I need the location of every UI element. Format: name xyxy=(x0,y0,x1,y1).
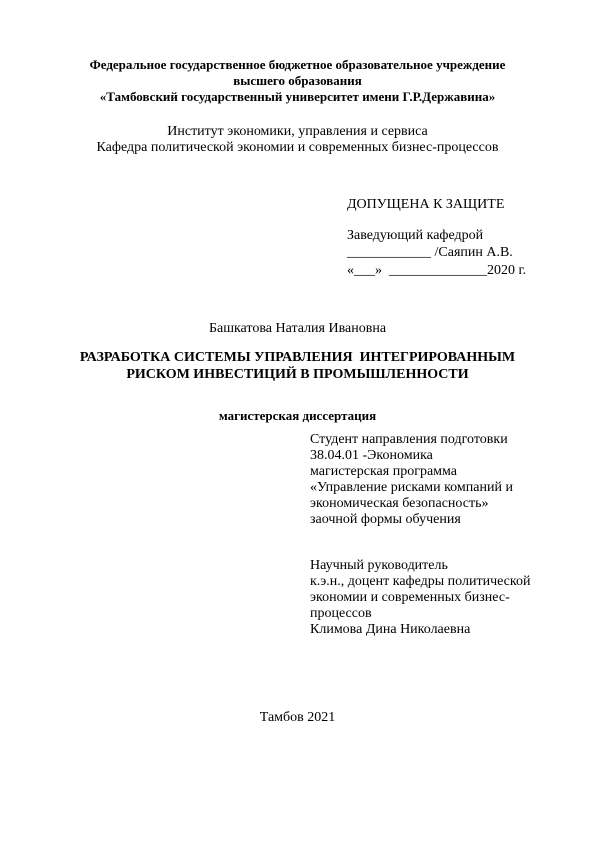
student-line2: 38.04.01 -Экономика xyxy=(310,448,433,463)
university-header-line2: высшего образования xyxy=(233,73,362,88)
supervisor-line1: Научный руководитель xyxy=(310,558,448,573)
author-name: Башкатова Наталия Ивановна xyxy=(208,321,387,336)
supervisor-line2: к.э.н., доцент кафедры политической xyxy=(310,574,531,589)
institute-name: Институт экономики, управления и сервиса xyxy=(167,124,428,139)
supervisor-line4: процессов xyxy=(310,606,372,621)
student-line1: Студент направления подготовки xyxy=(310,432,508,447)
university-header-line3: «Тамбовский государственный университет имени Г.Р.Державина» xyxy=(99,89,496,104)
thesis-title-line2: РИСКОМ ИНВЕСТИЦИЙ В ПРОМЫШЛЕННОСТИ xyxy=(126,367,469,382)
student-line5: экономическая безопасность» xyxy=(310,496,489,511)
approval-title: ДОПУЩЕНА К ЗАЩИТЕ xyxy=(347,197,505,212)
student-line3: магистерская программа xyxy=(310,464,457,479)
city-year: Тамбов 2021 xyxy=(259,710,336,725)
university-header-line1: Федеральное государственное бюджетное образовательное учреждение xyxy=(89,57,506,72)
approval-signature: ____________ /Саяпин А.В. xyxy=(347,245,513,260)
approval-date: «___» ______________2020 г. xyxy=(347,263,527,278)
supervisor-name: Климова Дина Николаевна xyxy=(310,622,471,637)
supervisor-line3: экономии и современных бизнес- xyxy=(310,590,510,605)
thesis-title-line1: РАЗРАБОТКА СИСТЕМЫ УПРАВЛЕНИЯ ИНТЕГРИРОВАННЫМ xyxy=(79,350,516,365)
thesis-type: магистерская диссертация xyxy=(218,408,377,423)
approval-position: Заведующий кафедрой xyxy=(347,228,484,243)
student-line6: заочной формы обучения xyxy=(310,512,461,527)
department-name: Кафедра политической экономии и современных бизнес-процессов xyxy=(96,140,499,155)
student-line4: «Управление рисками компаний и xyxy=(310,480,513,495)
